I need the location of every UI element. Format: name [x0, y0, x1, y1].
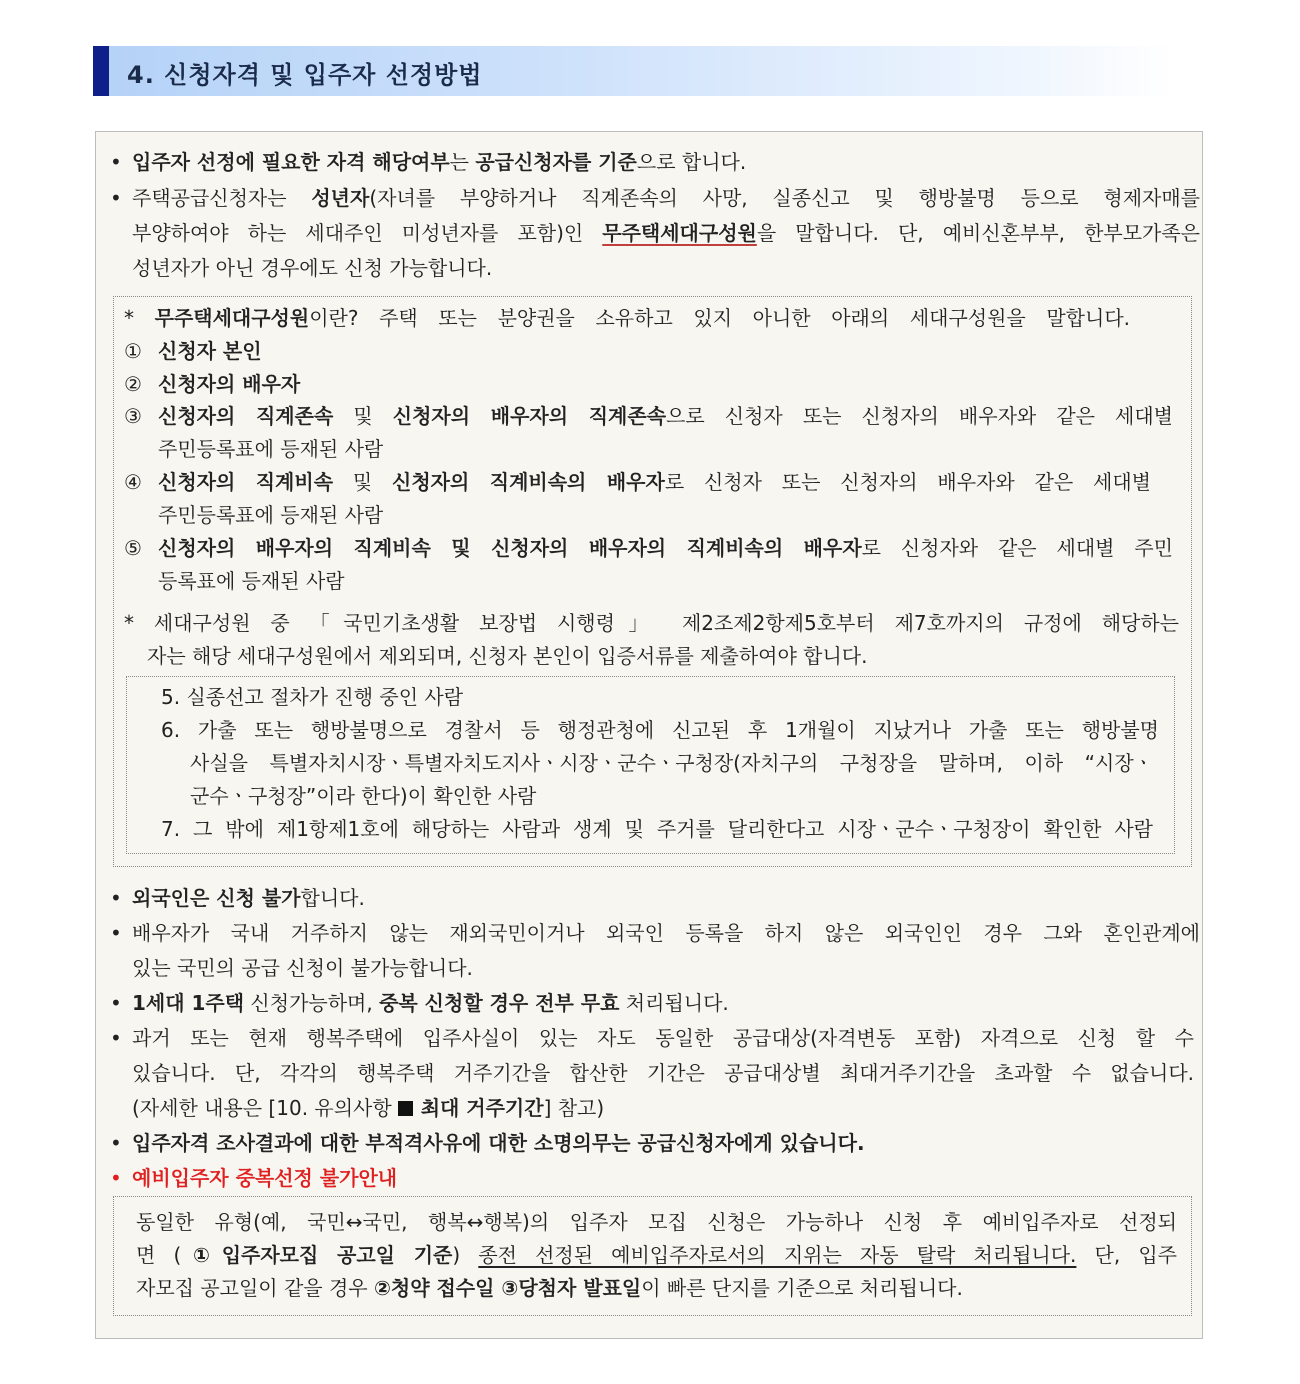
emphasis: ②청약 접수일 ③당첨자 발표일	[373, 1276, 642, 1300]
bullet-2-line-2	[132, 217, 1200, 249]
text: 이 빠른 단지를 기준으로 처리됩니다.	[641, 1276, 963, 1300]
text: (자녀를 부양하거나 직계존속의 사망, 실종신고 및 행방불명 등으로 형제자매를	[369, 186, 1201, 210]
definition-item-4	[158, 466, 1151, 498]
heading-accent-bar	[93, 46, 109, 96]
text: 단, 입주	[1076, 1243, 1177, 1267]
text: 및	[333, 470, 393, 494]
definition-item-4-line-2: 주민등록표에 등재된 사람	[158, 503, 384, 527]
text: 로 신청자 또는 신청자의 배우자와 같은 세대별	[664, 470, 1151, 494]
definition-item-5	[158, 532, 1173, 564]
notice-line-2	[136, 1239, 1177, 1271]
text: 이란? 주택 또는 분양권을 소유하고 있지 아니한 아래의 세대구성원을 말합니다.	[309, 306, 1130, 330]
text: 으로 신청자 또는 신청자의 배우자와 같은 세대별	[666, 404, 1173, 428]
bullet-5	[132, 987, 729, 1019]
exclusion-item-6-line-2: 사실을 특별자치시장ㆍ특별자치도지사ㆍ시장ㆍ군수ㆍ구청장(자치구의 구청장을 말하며, 이하 “시장ㆍ	[190, 751, 1153, 775]
text: (자세한 내용은 [10.	[132, 1096, 315, 1120]
bullet-4-line-1: 배우자가 국내 거주하지 않는 재외국민이거나 외국인 등록을 하지 않은 외국인인 경우 그와 혼인관계에	[132, 921, 1200, 945]
text: 면 (	[136, 1243, 182, 1267]
text: 신청가능하며,	[244, 991, 380, 1015]
exclusion-item-6-line-3: 군수ㆍ구청장”이라 한다)이 확인한 사람	[190, 784, 537, 808]
definition-item-3-line-2: 주민등록표에 등재된 사람	[158, 437, 384, 461]
definition-item-1	[158, 335, 262, 367]
bullet-dot: •	[110, 150, 122, 174]
emphasis: 신청자의 배우자	[158, 372, 301, 396]
text: 을 말합니다. 단, 예비신혼부부, 한부모가족은	[756, 221, 1200, 245]
text: 자모집 공고일이 같을 경우	[136, 1276, 374, 1300]
bullet-dot: •	[110, 886, 122, 910]
exclusion-item-5: 5. 실종선고 절차가 진행 중인 사람	[161, 685, 464, 709]
bullet-6-line-3	[132, 1092, 604, 1124]
text: 합니다.	[300, 886, 365, 910]
definition-item-5-line-2: 등록표에 등재된 사람	[158, 569, 345, 593]
emphasis: ①입주자모집 공고일 기준	[181, 1243, 453, 1267]
warning-heading: 예비입주자 중복선정 불가안내	[132, 1166, 398, 1190]
text: 으로 합니다.	[636, 150, 747, 174]
emphasis: 1세대 1주택	[132, 991, 245, 1015]
bullet-1	[132, 146, 746, 178]
bullet-3	[132, 882, 365, 914]
notice-line-3	[136, 1272, 963, 1304]
emphasis: 신청자의 직계비속의 배우자	[392, 470, 665, 494]
emphasis: 신청자의 직계비속	[158, 470, 334, 494]
emphasis: 신청자의 직계존속	[158, 404, 334, 428]
bullet-2-line-3: 성년자가 아닌 경우에도 신청 가능합니다.	[132, 256, 493, 280]
exclusion-note-line-2: 자는 해당 세대구성원에서 제외되며, 신청자 본인이 입증서류를 제출하여야 합니다.	[147, 644, 868, 668]
definition-item-2	[158, 368, 300, 400]
underlined-text: 종전 선정된 예비입주자로서의 지위는 자동 탈락 처리됩니다.	[478, 1243, 1077, 1267]
text: 유의사항	[314, 1096, 392, 1120]
definition-item-3	[158, 400, 1173, 432]
section-heading	[93, 46, 1176, 96]
bullet-4-line-2: 있는 국민의 공급 신청이 불가능합니다.	[132, 956, 473, 980]
notice-line-1: 동일한 유형(예, 국민↔국민, 행복↔행복)의 입주자 모집 신청은 가능하나 신청 후 예비입주자로 선정되	[136, 1210, 1177, 1234]
emphasis: 신청자 본인	[158, 339, 262, 363]
item-number: ④	[124, 470, 142, 494]
bullet-dot: •	[110, 991, 122, 1015]
emphasis: 신청자의 배우자의 직계존속	[392, 404, 667, 428]
bullet-7	[132, 1127, 865, 1159]
emphasis: 성년자	[311, 186, 370, 210]
item-number: ②	[124, 372, 142, 396]
definition-intro	[124, 302, 1130, 334]
exclusion-item-7: 7. 그 밖에 제1항제1호에 해당하는 사람과 생계 및 주거를 달리한다고 시장ㆍ군수ㆍ구청장이 확인한 사람	[161, 817, 1153, 841]
text: 로 신청자와 같은 세대별 주민	[861, 536, 1173, 560]
bullet-6-line-1: 과거 또는 현재 행복주택에 입주사실이 있는 자도 동일한 공급대상(자격변동 포함) 자격으로 신청 할 수	[132, 1026, 1194, 1050]
bullet-6-line-2: 있습니다. 단, 각각의 행복주택 거주기간을 합산한 기간은 공급대상별 최대거주기간을 초과할 수 없습니다.	[132, 1061, 1194, 1085]
black-square-icon	[398, 1101, 413, 1116]
bullet-8	[132, 1162, 397, 1194]
exclusion-list-box	[126, 676, 1175, 854]
text: 및	[333, 404, 393, 428]
emphasis: 입주자격 조사결과에 대한 부적격사유에 대한 소명의무는 공급신청자에게 있습니다.	[132, 1131, 865, 1155]
emphasis: 중복 신청할 경우 전부 무효	[379, 991, 620, 1015]
emphasis: 외국인은 신청 불가	[132, 886, 301, 910]
text: )	[452, 1243, 479, 1267]
bullet-dot: •	[110, 1026, 122, 1050]
notice-box	[113, 1196, 1192, 1316]
item-number: ③	[124, 404, 142, 428]
exclusion-item-6-line-1: 6. 가출 또는 행방불명으로 경찰서 등 행정관청에 신고된 후 1개월이 지났거나 가출 또는 행방불명	[161, 718, 1159, 742]
emphasis: 공급신청자를 기준	[475, 150, 637, 174]
section-title: 4. 신청자격 및 입주자 선정방법	[127, 61, 483, 89]
bullet-dot: •	[110, 1166, 122, 1190]
emphasis: 무주택세대구성원	[154, 306, 310, 330]
content-box	[95, 131, 1203, 1339]
underlined-emphasis: 무주택세대구성원	[602, 221, 757, 245]
text: 부양하여야 하는 세대주인 미성년자를 포함)인	[132, 221, 603, 245]
text: 는	[449, 150, 476, 174]
item-number: ①	[124, 339, 142, 363]
exclusion-note-line-1: * 세대구성원 중 「국민기초생활 보장법 시행령」 제2조제2항제5호부터 제7호까지의 규정에 해당하는	[124, 611, 1179, 635]
bullet-dot: •	[110, 921, 122, 945]
text: *	[124, 306, 155, 330]
bullet-dot: •	[110, 1131, 122, 1155]
text: 주택공급신청자는	[132, 186, 312, 210]
bullet-dot: •	[110, 186, 122, 210]
emphasis: 신청자의 배우자의 직계비속 및 신청자의 배우자의 직계비속의 배우자	[158, 536, 862, 560]
definition-box	[113, 296, 1192, 867]
text: 처리됩니다.	[619, 991, 729, 1015]
emphasis: 최대 거주기간	[420, 1096, 544, 1120]
text: ] 참고)	[543, 1096, 605, 1120]
item-number: ⑤	[124, 536, 142, 560]
bullet-2-line-1	[132, 182, 1200, 214]
emphasis: 입주자 선정에 필요한 자격 해당여부	[132, 150, 450, 174]
